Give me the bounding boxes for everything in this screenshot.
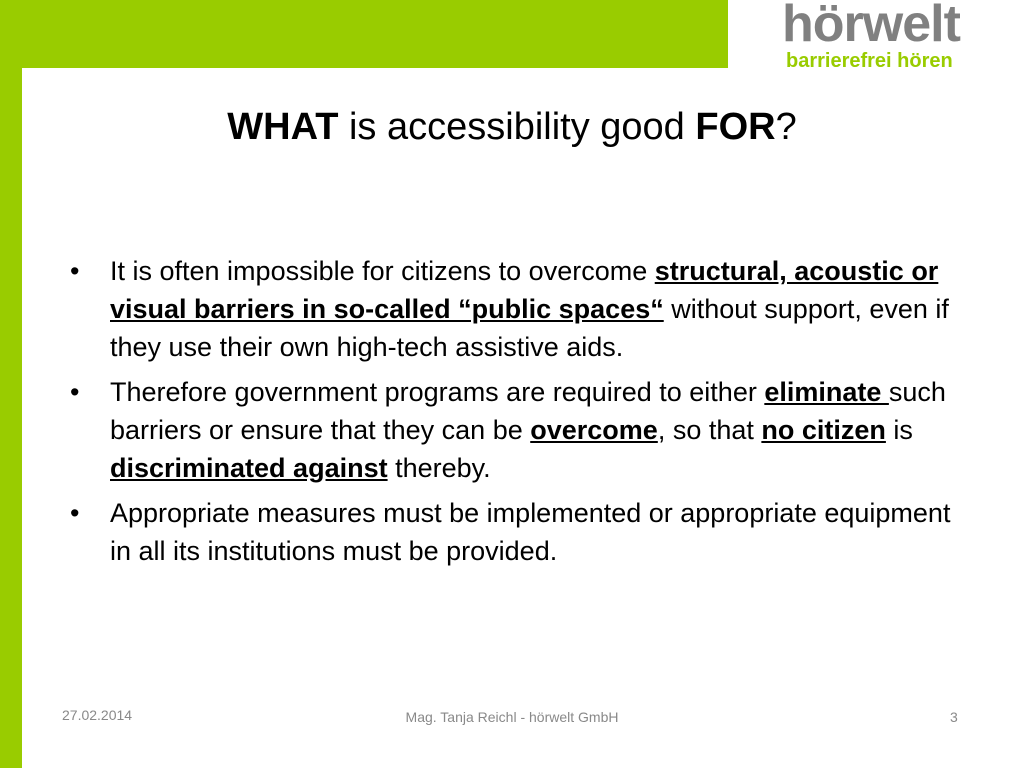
title-question-mark: ? — [775, 106, 797, 148]
bullet-text: Appropriate measures must be implemented or appropriate equipment in all its institutions must be provided. — [110, 498, 951, 566]
logo-wordmark: hörwelt — [782, 0, 960, 53]
bullet-text: is — [885, 415, 913, 445]
logo-tagline: barrierefrei hören — [786, 50, 953, 72]
bullet-mark: • — [70, 377, 80, 407]
footer-date: 27.02.2014 — [62, 707, 133, 723]
title-middle: is accessibility good — [338, 106, 696, 148]
title-bold-for: FOR — [695, 106, 776, 148]
brand-logo — [782, 0, 982, 72]
bullet-mark: • — [70, 498, 80, 528]
bullet-text: It is often impossible for citizens to overcome — [110, 256, 655, 286]
emphasis-no-citizen: no citizen — [761, 415, 886, 445]
slide-title — [0, 104, 1024, 150]
accent-bar-top — [0, 0, 728, 68]
page-number: 3 — [950, 709, 958, 725]
emphasis-eliminate: eliminate — [764, 377, 889, 407]
title-bold-what: WHAT — [227, 106, 339, 148]
footer-author: Mag. Tanja Reichl - hörwelt GmbH — [405, 709, 619, 725]
bullet-mark: • — [70, 256, 80, 286]
bullet-text: , so that — [657, 415, 762, 445]
bullet-text: Therefore government programs are required to either — [110, 377, 765, 407]
emphasis-discriminated: discriminated against — [110, 453, 388, 483]
emphasis-overcome: overcome — [530, 415, 658, 445]
bullet-text: without support, even if they use their own high-tech assistive aids. — [110, 294, 949, 362]
bullet-item — [70, 252, 970, 366]
bullet-item — [70, 494, 970, 570]
bullet-list — [70, 252, 970, 577]
bullet-text: thereby. — [387, 453, 491, 483]
bullet-item — [70, 373, 970, 487]
bullet-text: such barriers or ensure that they can be — [110, 377, 946, 445]
emphasis-barriers: structural, acoustic or visual barriers in so-called “public spaces“ — [110, 256, 939, 324]
